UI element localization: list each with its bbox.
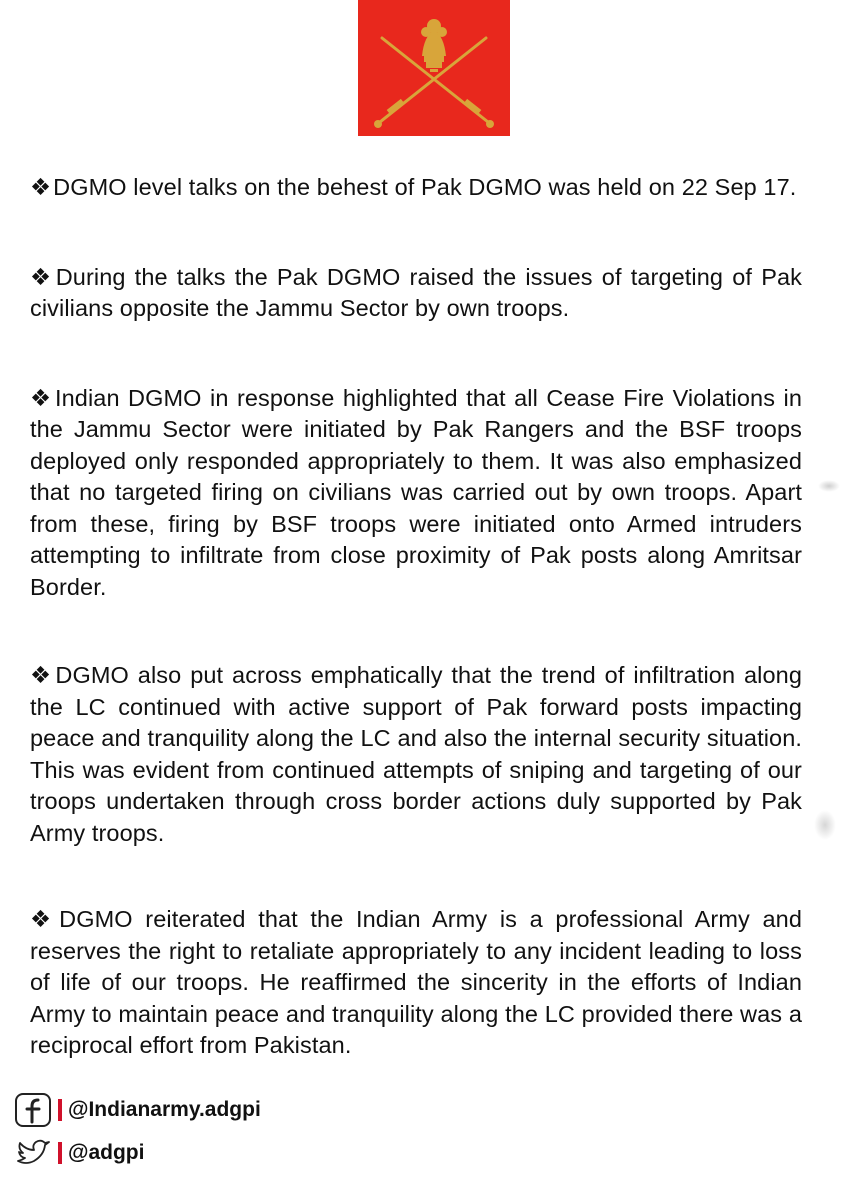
scan-smudge	[818, 480, 840, 492]
divider-bar	[58, 1099, 62, 1121]
facebook-link[interactable]	[14, 1090, 261, 1130]
scan-smudge	[814, 810, 836, 840]
paragraph-pak-issues	[30, 262, 802, 325]
indian-army-crest-icon	[358, 0, 510, 136]
paragraph-text: DGMO also put across emphatically that the trend of infiltration along the LC continued with active support of Pak forward posts impacting peace and tranquility along the LC and also the internal security situation. This was evident from continued attempts of sniping and targeting of our troops undertaken through cross border actions duly supported by Pak Army troops.	[30, 662, 802, 846]
facebook-handle[interactable]: @Indianarmy.adgpi	[68, 1098, 261, 1121]
paragraph-text: DGMO level talks on the behest of Pak DGMO was held on 22 Sep 17.	[53, 174, 797, 200]
paragraph-indian-response	[30, 383, 802, 604]
paragraph-text: DGMO reiterated that the Indian Army is a professional Army and reserves the right to retaliate appropriately to any incident leading to loss of life of our troops. He reaffirmed the sincerity in the efforts of Indian Army to maintain peace and tranquility along the LC provided there was a reciprocal effort from Pakistan.	[30, 906, 803, 1058]
paragraph-text: Indian DGMO in response highlighted that all Cease Fire Violations in the Jammu Sector were initiated by Pak Rangers and the BSF troops deployed only responded appropriately to them. It was also emphasized that no targeted firing on civilians was carried out by own troops. Apart from these, firing by BSF troops were initiated onto Armed intruders attempting to infiltrate from close proximity of Pak posts along Amritsar Border.	[30, 384, 802, 600]
twitter-handle[interactable]: @adgpi	[68, 1141, 145, 1164]
press-release-body	[30, 172, 802, 1062]
indian-army-emblem	[358, 0, 510, 136]
bullet-icon: ❖	[30, 906, 58, 932]
twitter-link[interactable]	[14, 1133, 144, 1173]
bullet-icon: ❖	[30, 384, 53, 411]
bullet-icon: ❖	[30, 263, 54, 290]
bullet-icon: ❖	[30, 174, 52, 200]
facebook-icon	[14, 1091, 56, 1129]
paragraph-right-to-retaliate	[30, 904, 802, 1062]
twitter-icon	[14, 1134, 56, 1172]
paragraph-talks-held	[30, 172, 802, 204]
paragraph-infiltration	[30, 660, 802, 849]
bullet-icon: ❖	[30, 662, 54, 688]
divider-bar	[58, 1142, 62, 1164]
paragraph-text: During the talks the Pak DGMO raised the issues of targeting of Pak civilians opposite the Jammu Sector by own troops.	[30, 263, 802, 321]
